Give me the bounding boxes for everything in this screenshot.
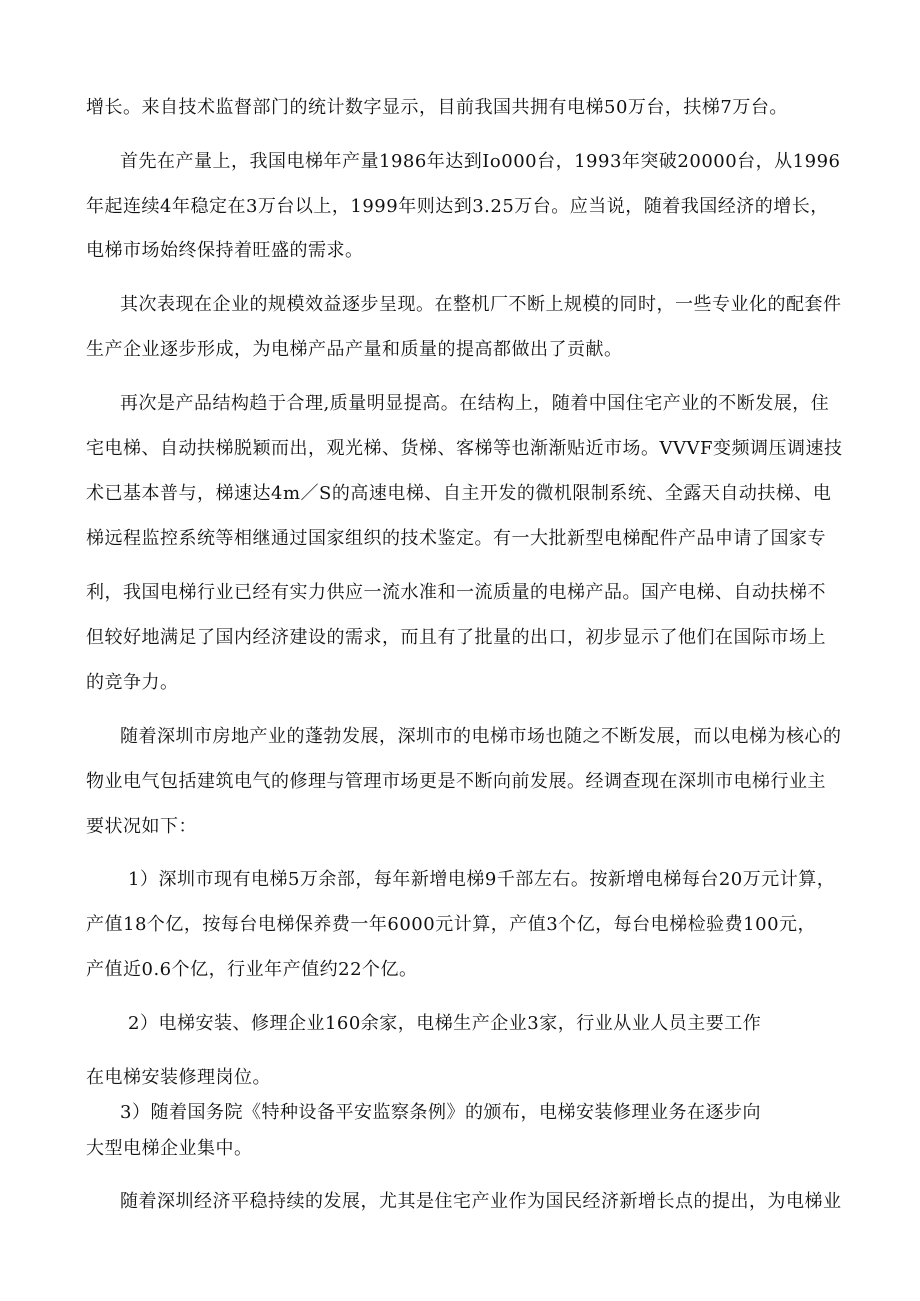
text-line: 梯远程监控系统等相继通过国家组织的技术鉴定。有一大批新型电梯配件产品申请了国家专 <box>86 528 826 549</box>
text-line: 但较好地满足了国内经济建设的需求，而且有了批量的出口，初步显示了他们在国际市场上 <box>86 627 826 648</box>
text-line: 产值18个亿，按每台电梯保养费一年6000元计算，产值3个亿，每台电梯检验费100元， <box>86 914 817 935</box>
text-line: 首先在产量上，我国电梯年产量1986年达到Io000台，1993年突破20000台，从1996 <box>120 151 841 172</box>
text-line: 随着深圳经济平稳持续的发展，尤其是住宅产业作为国民经济新增长点的提出，为电梯业 <box>120 1191 842 1212</box>
text-line: 增长。来自技术监督部门的统计数字显示，目前我国共拥有电梯50万台，扶梯7万台。 <box>86 97 788 118</box>
text-line: 1）深圳市现有电梯5万余部，每年新增电梯9千部左右。按新增电梯每台20万元计算， <box>128 869 836 890</box>
text-line: 物业电气包括建筑电气的修理与管理市场更是不断向前发展。经调查现在深圳市电梯行业主 <box>86 771 826 792</box>
text-line: 产值近0.6个亿，行业年产值约22个亿。 <box>86 959 418 980</box>
text-line: 利，我国电梯行业已经有实力供应一流水准和一流质量的电梯产品。国产电梯、自动扶梯不 <box>86 582 826 603</box>
text-line: 其次表现在企业的规模效益逐步呈现。在整机厂不断上规模的同时，一些专业化的配套件 <box>120 294 842 315</box>
text-line: 生产企业逐步形成，为电梯产品产量和质量的提高都做出了贡献。 <box>86 339 623 360</box>
text-line: 随着深圳市房地产业的蓬勃发展，深圳市的电梯市场也随之不断发展，而以电梯为核心的 <box>120 726 842 747</box>
text-line: 大型电梯企业集中。 <box>86 1138 253 1159</box>
text-line: 在电梯安装修理岗位。 <box>86 1067 271 1088</box>
text-line: 再次是产品结构趋于合理,质量明显提高。在结构上，随着中国住宅产业的不断发展，住 <box>120 393 830 414</box>
text-line: 要状况如下： <box>86 816 197 837</box>
text-line: 术已基本普与，梯速达4m／S的高速电梯、自主开发的微机限制系统、全露天自动扶梯、电 <box>86 483 832 504</box>
text-line: 年起连续4年稳定在3万台以上，1999年则达到3.25万台。应当说，随着我国经济的增长， <box>86 196 829 217</box>
text-line: 3）随着国务院《特种设备平安监察条例》的颁布，电梯安装修理业务在逐步向 <box>120 1102 761 1123</box>
text-line: 的竞争力。 <box>86 672 179 693</box>
text-line: 2）电梯安装、修理企业160余家，电梯生产企业3家，行业从业人员主要工作 <box>128 1013 762 1034</box>
text-line: 宅电梯、自动扶梯脱颖而出，观光梯、货梯、客梯等也渐渐贴近市场。VVVF变频调压调速技 <box>86 438 843 459</box>
text-line: 电梯市场始终保持着旺盛的需求。 <box>86 240 364 261</box>
